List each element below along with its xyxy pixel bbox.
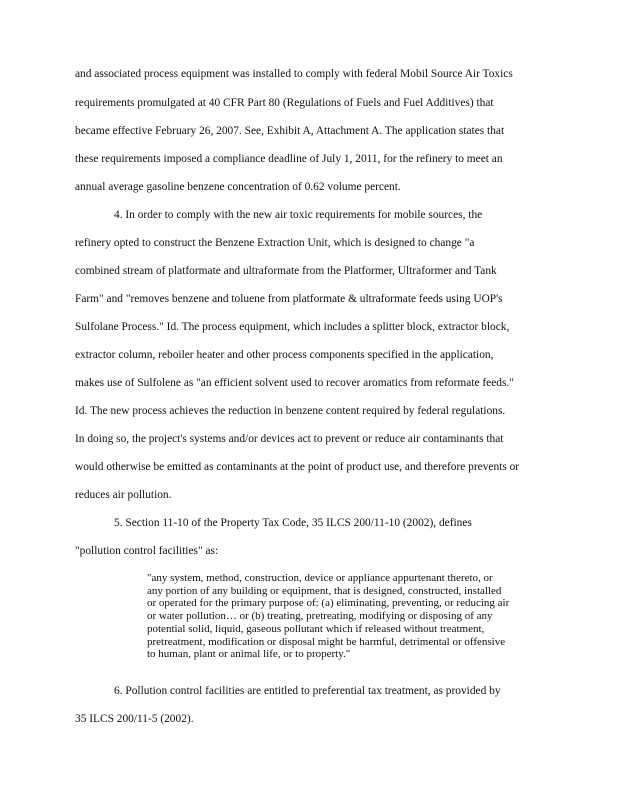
quote-line: or operated for the primary purpose of: (a) eliminating, preventing, or reducing air bbox=[147, 597, 510, 610]
quote-line: potential solid, liquid, gaseous pollutant which if released without treatment, bbox=[147, 622, 485, 635]
quote-line: pretreatment, modification or disposal might be harmful, detrimental or offensive bbox=[147, 635, 506, 648]
quote-line: or water pollution… or (b) treating, pretreating, modifying or disposing of any bbox=[147, 610, 493, 623]
body-line: annual average gasoline benzene concentration of 0.62 volume percent. bbox=[75, 181, 401, 193]
body-line: "pollution control facilities" as: bbox=[75, 545, 219, 557]
body-line: Farm" and "removes benzene and toluene from platformate & ultraformate feeds using UOP's bbox=[75, 293, 503, 305]
quote-line: any portion of any building or equipment, that is designed, constructed, installed bbox=[147, 584, 502, 597]
paragraph-4-start: 4. In order to comply with the new air toxic requirements for mobile sources, the bbox=[114, 209, 483, 221]
quote-line: to human, plant or animal life, or to property." bbox=[147, 648, 351, 661]
body-line: Sulfolane Process." Id. The process equipment, which includes a splitter block, extractor block, bbox=[75, 321, 510, 333]
body-line: reduces air pollution. bbox=[75, 489, 172, 501]
body-line: In doing so, the project's systems and/or devices act to prevent or reduce air contaminants that bbox=[75, 433, 504, 445]
paragraph-5-start: 5. Section 11-10 of the Property Tax Code, 35 ILCS 200/11-10 (2002), defines bbox=[114, 517, 472, 529]
body-line: refinery opted to construct the Benzene Extraction Unit, which is designed to change "a bbox=[75, 237, 475, 249]
body-line: became effective February 26, 2007. See, Exhibit A, Attachment A. The application states that bbox=[75, 125, 505, 137]
body-line: and associated process equipment was installed to comply with federal Mobil Source Air Toxics bbox=[75, 68, 513, 80]
quote-line: "any system, method, construction, device or appliance appurtenant thereto, or bbox=[147, 572, 493, 584]
block-quote bbox=[147, 572, 557, 661]
body-line: Id. The new process achieves the reduction in benzene content required by federal regulations. bbox=[75, 405, 506, 417]
paragraph-6-start: 6. Pollution control facilities are entitled to preferential tax treatment, as provided by bbox=[114, 685, 501, 697]
body-line: extractor column, reboiler heater and other process components specified in the application, bbox=[75, 349, 494, 361]
body-line: would otherwise be emitted as contaminants at the point of product use, and therefore prevents or bbox=[75, 461, 520, 473]
body-line: requirements promulgated at 40 CFR Part 80 (Regulations of Fuels and Fuel Additives) that bbox=[75, 97, 494, 109]
body-line: 35 ILCS 200/11-5 (2002). bbox=[75, 713, 194, 725]
body-line: makes use of Sulfolene as "an efficient solvent used to recover aromatics from reformate feeds." bbox=[75, 377, 514, 389]
body-line: combined stream of platformate and ultraformate from the Platformer, Ultraformer and Tank bbox=[75, 265, 497, 277]
body-line: these requirements imposed a compliance deadline of July 1, 2011, for the refinery to meet an bbox=[75, 153, 503, 165]
